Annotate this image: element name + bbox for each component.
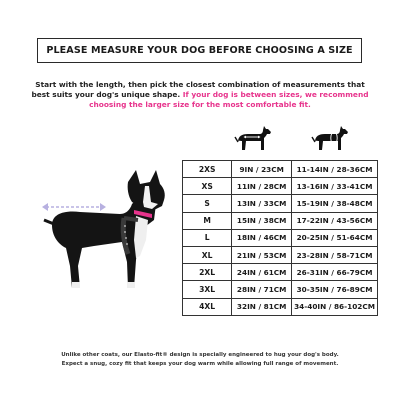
table-row	[183, 281, 378, 298]
intro-text-highlight: If your dog is between sizes, we recommend choosing the larger size for the most comfortable fit.	[89, 90, 369, 109]
intro-text	[30, 80, 370, 110]
table-row	[183, 212, 378, 229]
chest-cell: 30-35IN / 76-89CM	[292, 281, 378, 298]
chest-cell: 34-40IN / 86-102CM	[292, 298, 378, 315]
dog-photo	[32, 170, 182, 320]
table-row	[183, 246, 378, 263]
intro-text-main: Start with the length, then pick the closest combination of measurements that best suits your dog's unique shape.	[31, 80, 365, 99]
footer-text	[20, 351, 380, 369]
length-cell: 24IN / 61CM	[232, 264, 292, 281]
size-cell: 2XS	[183, 161, 232, 178]
chest-cell: 15-19IN / 38-48CM	[292, 195, 378, 212]
size-cell: 4XL	[183, 298, 232, 315]
size-cell: L	[183, 229, 232, 246]
chest-cell: 23-28IN / 58-71CM	[292, 246, 378, 263]
table-row	[183, 195, 378, 212]
length-cell: 21IN / 53CM	[232, 246, 292, 263]
chest-cell: 26-31IN / 66-79CM	[292, 264, 378, 281]
chest-cell: 20-25IN / 51-64CM	[292, 229, 378, 246]
table-row	[183, 264, 378, 281]
length-cell: 32IN / 81CM	[232, 298, 292, 315]
length-cell: 13IN / 33CM	[232, 195, 292, 212]
length-cell: 28IN / 71CM	[232, 281, 292, 298]
footer-line-1: Unlike other coats, our Elasto-fit® design is specially engineered to hug your dog's body.	[61, 352, 339, 358]
size-cell: M	[183, 212, 232, 229]
length-cell: 9IN / 23CM	[232, 161, 292, 178]
chest-cell: 17-22IN / 43-56CM	[292, 212, 378, 229]
length-arrow-icon	[42, 203, 106, 211]
table-row	[183, 298, 378, 315]
table-row	[183, 229, 378, 246]
size-cell: XL	[183, 246, 232, 263]
footer-line-2: Expect a snug, cozy fit that keeps your dog warm while allowing full range of movement.	[61, 361, 339, 367]
length-cell: 15IN / 38CM	[232, 212, 292, 229]
size-chart-table	[182, 160, 378, 316]
size-cell: S	[183, 195, 232, 212]
size-cell: 2XL	[183, 264, 232, 281]
table-row	[183, 161, 378, 178]
length-cell: 18IN / 46CM	[232, 229, 292, 246]
page-title: PLEASE MEASURE YOUR DOG BEFORE CHOOSING A SIZE	[37, 38, 362, 63]
size-cell: XS	[183, 178, 232, 195]
dog-length-measure-icon	[232, 122, 274, 154]
chest-cell: 11-14IN / 28-36CM	[292, 161, 378, 178]
length-cell: 11IN / 28CM	[232, 178, 292, 195]
table-row	[183, 178, 378, 195]
size-cell: 3XL	[183, 281, 232, 298]
dog-chest-measure-icon	[309, 122, 351, 154]
chest-cell: 13-16IN / 33-41CM	[292, 178, 378, 195]
